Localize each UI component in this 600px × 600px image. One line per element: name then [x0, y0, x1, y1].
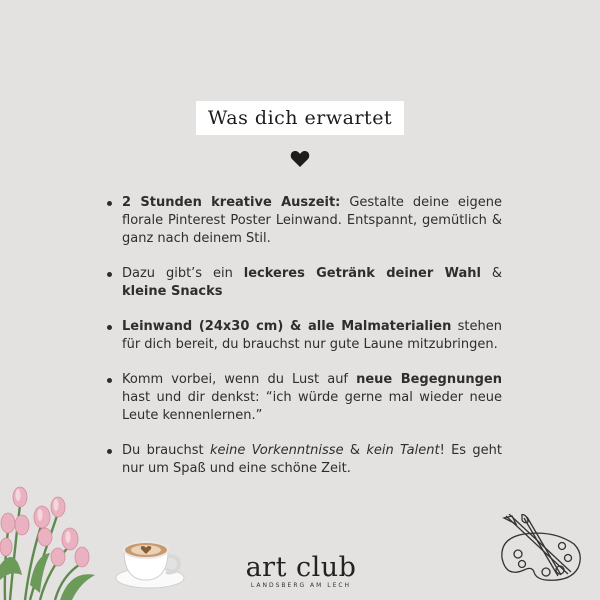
list-item — [104, 194, 502, 248]
heart-icon — [290, 150, 310, 168]
list-item-text: & — [480, 266, 502, 281]
list-item-text: kein Talent — [366, 443, 440, 458]
list-item — [104, 371, 502, 425]
list-item-text: neue Begegnungen — [356, 372, 502, 387]
list-item — [104, 318, 502, 354]
logo-text: art club — [245, 552, 357, 583]
paint-palette-icon — [496, 514, 584, 586]
list-item-text: leckeres Getränk deiner Wahl — [243, 266, 481, 281]
logo-location: LANDSBERG AM LECH — [250, 582, 352, 589]
coffee-cup-image — [112, 528, 188, 590]
tulip-bouquet-image — [0, 475, 95, 600]
list-item-text: Dazu gibt’s ein — [122, 266, 244, 281]
list-item-text: Du brauchst — [122, 443, 210, 458]
feature-list — [104, 194, 502, 495]
page-title: Was dich erwartet — [207, 107, 393, 129]
title-box — [196, 101, 404, 135]
list-item-text: Gestalte deine eigene florale Pinterest Poster Leinwand. Entspannt, gemütlich & ganz nach deinem Stil. — [122, 195, 502, 246]
list-item — [104, 442, 502, 478]
list-item-text: keine Vorkenntnisse — [209, 443, 344, 458]
list-item-text: stehen für dich bereit, du brauchst nur gute Laune mitzubringen. — [122, 319, 502, 352]
list-item-text: ! Es geht nur um Spaß und eine schöne Zeit. — [122, 443, 502, 476]
list-item-text: Komm vorbei, wenn du Lust auf — [122, 372, 357, 387]
logo — [236, 552, 366, 589]
list-item-text: kleine Snacks — [122, 284, 223, 299]
list-item-text: Leinwand (24x30 cm) & alle Malmaterialien — [122, 319, 452, 334]
list-item-text: 2 Stunden kreative Auszeit: — [122, 195, 341, 210]
list-item — [104, 265, 502, 301]
list-item-text: & — [343, 443, 367, 458]
list-item-text: hast und dir denkst: “ich würde gerne mal wieder neue Leute kennenlernen.” — [122, 390, 502, 423]
